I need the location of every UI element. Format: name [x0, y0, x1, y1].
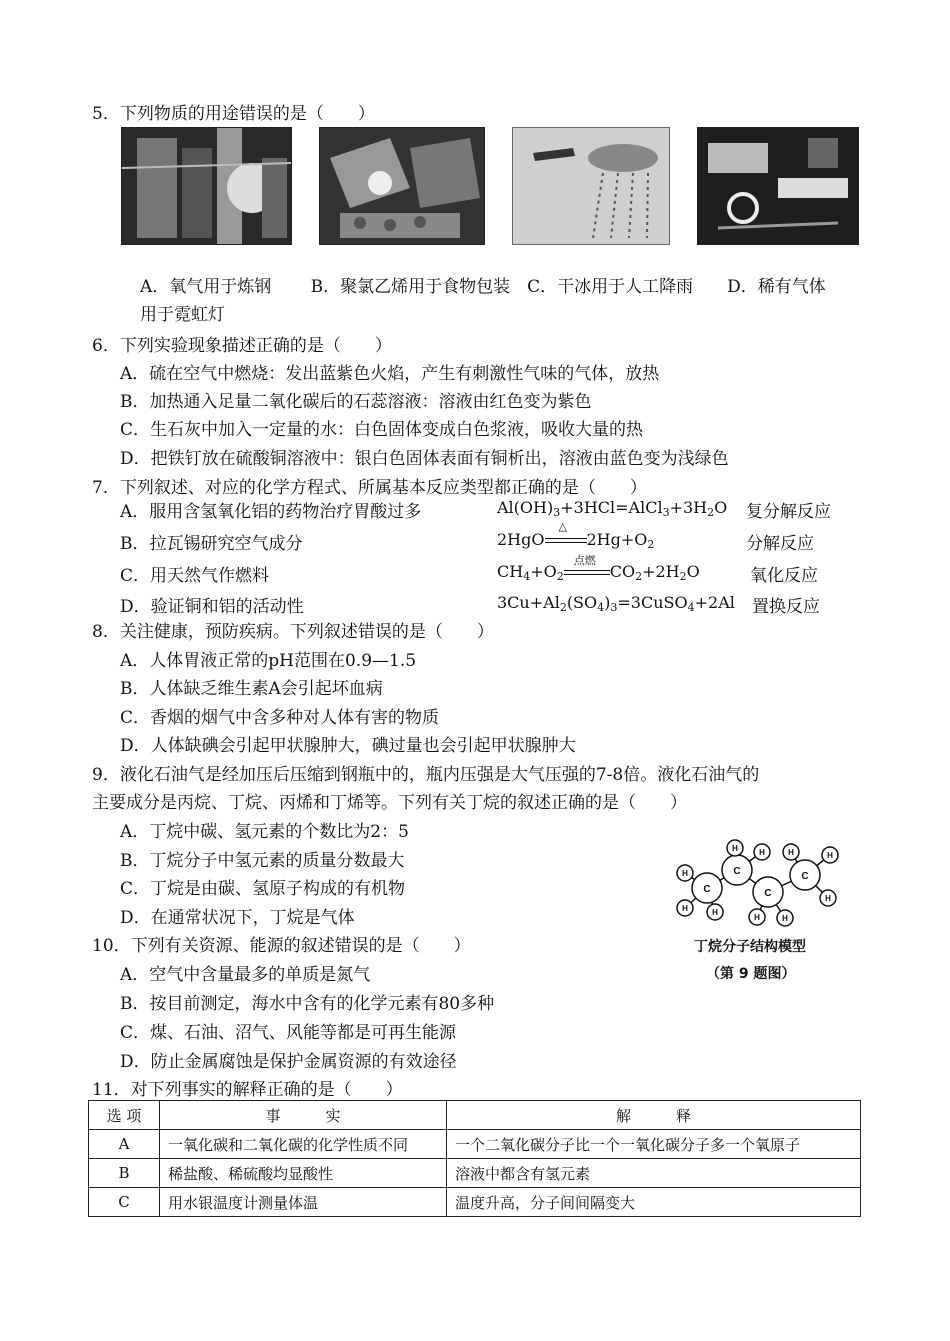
atom-c-label: C — [764, 888, 772, 899]
ignite-condition: 点燃 — [573, 553, 596, 567]
q7-row-c-type: 氧化反应 — [750, 566, 818, 586]
equals-sign — [545, 519, 587, 547]
q10-option-c: C．煤、石油、沼气、风能等都是可再生能源 — [120, 1023, 457, 1043]
q8-option-d: D．人体缺碘会引起甲状腺肿大，碘过量也会引起甲状腺肿大 — [120, 736, 576, 756]
atom-h-label: H — [682, 869, 688, 878]
q7-row-d-type: 置换反应 — [752, 597, 820, 617]
table-row — [89, 1188, 861, 1217]
q8-option-b: B．人体缺乏维生素A会引起坏血病 — [120, 679, 383, 699]
q5-options-line1: A．氧气用于炼钢 B．聚氯乙烯用于食物包装 C．干冰用于人工降雨 D．稀有气体 — [140, 277, 826, 297]
figure-label: （第 9 题图） — [706, 966, 796, 982]
q9-option-a: A．丁烷中碳、氢元素的个数比为2：5 — [120, 822, 409, 842]
q6-option-a: A．硫在空气中燃烧：发出蓝紫色火焰，产生有刺激性气味的气体，放热 — [120, 364, 660, 384]
figure-caption: 丁烷分子结构模型 — [694, 939, 806, 955]
table-row — [89, 1159, 861, 1188]
cell-explanation: 温度升高，分子间间隔变大 — [447, 1188, 861, 1217]
q7-row-b-equation: 2HgO △ $2Hg+O_2$ — [497, 519, 655, 551]
q8-stem: 8．关注健康，预防疾病。下列叙述错误的是（ ） — [92, 622, 494, 642]
butane-molecule-diagram — [665, 830, 865, 930]
equals-sign — [564, 553, 610, 579]
food-packaging-photo — [319, 127, 485, 245]
cell-fact: 稀盐酸、稀硫酸均显酸性 — [160, 1159, 447, 1188]
q7-row-c-desc: C．用天然气作燃料 — [120, 566, 270, 586]
q9-option-b: B．丁烷分子中氢元素的质量分数最大 — [120, 851, 405, 871]
q5-stem: 5．下列物质的用途错误的是（ ） — [92, 104, 375, 124]
q7-row-a-type: 复分解反应 — [746, 502, 831, 522]
atom-h-label: H — [732, 844, 738, 853]
q11-stem: 11．对下列事实的解释正确的是（ ） — [92, 1080, 403, 1100]
cell-fact: 一氧化碳和二氧化碳的化学性质不同 — [160, 1130, 447, 1159]
q7-row-a-equation: $Al(OH)_3+3HCl=AlCl_3+3H_2O$ — [497, 498, 728, 519]
q6-option-c: C．生石灰中加入一定量的水：白色固体变成白色浆液，吸收大量的热 — [120, 420, 644, 440]
cell-fact: 用水银温度计测量体温 — [160, 1188, 447, 1217]
neon-lamp-photo — [697, 127, 859, 245]
atom-h-label: H — [754, 913, 760, 922]
atom-c-label: C — [801, 871, 809, 882]
q6-stem: 6．下列实验现象描述正确的是（ ） — [92, 336, 392, 356]
header-fact: 事 实 — [160, 1101, 447, 1130]
q7-row-b-desc: B．拉瓦锡研究空气成分 — [120, 534, 303, 554]
artificial-rain-photo — [512, 127, 670, 245]
atom-h-label: H — [682, 904, 688, 913]
q10-option-b: B．按目前测定，海水中含有的化学元素有80多种 — [120, 994, 495, 1014]
atom-h-label: H — [759, 848, 765, 857]
atom-c-label: C — [733, 866, 741, 877]
cell-explanation: 一个二氧化碳分子比一个一氧化碳分子多一个氧原子 — [447, 1130, 861, 1159]
steel-making-photo — [121, 127, 292, 245]
cell-option: A — [89, 1130, 160, 1159]
q11-table — [88, 1100, 861, 1217]
table-row — [89, 1130, 861, 1159]
atom-h-label: H — [782, 914, 788, 923]
q7-row-b-type: 分解反应 — [746, 534, 814, 554]
q7-row-a-desc: A．服用含氢氧化铝的药物治疗胃酸过多 — [120, 502, 422, 522]
neon-lamp-image — [698, 128, 858, 244]
atom-h-label: H — [788, 848, 794, 857]
q10-option-d: D．防止金属腐蚀是保护金属资源的有效途径 — [120, 1052, 457, 1072]
q9-stem-line2: 主要成分是丙烷、丁烷、丙烯和丁烯等。下列有关丁烷的叙述正确的是（ ） — [92, 793, 687, 813]
triangle-condition: △ — [558, 519, 567, 533]
food-packaging-image — [320, 128, 484, 244]
q10-stem: 10．下列有关资源、能源的叙述错误的是（ ） — [92, 936, 471, 956]
atom-h-label: H — [712, 908, 718, 917]
q9-option-c: C．丁烷是由碳、氢原子构成的有机物 — [120, 879, 406, 899]
q8-option-c: C．香烟的烟气中含多种对人体有害的物质 — [120, 708, 440, 728]
cell-explanation: 溶液中都含有氢元素 — [447, 1159, 861, 1188]
q9-option-d: D．在通常状况下，丁烷是气体 — [120, 908, 355, 928]
header-explanation: 解 释 — [447, 1101, 861, 1130]
steel-making-image — [122, 128, 291, 244]
q7-row-d-desc: D．验证铜和铝的活动性 — [120, 597, 304, 617]
artificial-rain-image — [513, 128, 669, 244]
q7-row-d-equation: $3Cu+Al_2(SO_4)_3=3CuSO_4+2Al$ — [497, 593, 735, 614]
table-header-row — [89, 1101, 861, 1130]
q8-option-a: A．人体胃液正常的pH范围在0.9—1.5 — [120, 651, 417, 671]
q10-option-a: A．空气中含量最多的单质是氮气 — [120, 965, 371, 985]
cell-option: C — [89, 1188, 160, 1217]
q6-option-b: B．加热通入足量二氧化碳后的石蕊溶液：溶液由红色变为紫色 — [120, 392, 592, 412]
atom-c-label: C — [703, 884, 711, 895]
cell-option: B — [89, 1159, 160, 1188]
q5-options-line2: 用于霓虹灯 — [140, 305, 225, 325]
atom-h-label: H — [827, 851, 833, 860]
atom-h-label: H — [825, 894, 831, 903]
header-option: 选 项 — [89, 1101, 160, 1130]
q7-stem: 7．下列叙述、对应的化学方程式、所属基本反应类型都正确的是（ ） — [92, 478, 647, 498]
q7-row-c-equation: $CH_4+O_2$ 点燃 $CO_2+2H_2O$ — [497, 553, 700, 583]
q9-stem-line1: 9．液化石油气是经加压后压缩到钢瓶中的，瓶内压强是大气压强的7-8倍。液化石油气的 — [92, 765, 760, 785]
q6-option-d: D．把铁钉放在硫酸铜溶液中：银白色固体表面有铜析出，溶液由蓝色变为浅绿色 — [120, 449, 729, 469]
